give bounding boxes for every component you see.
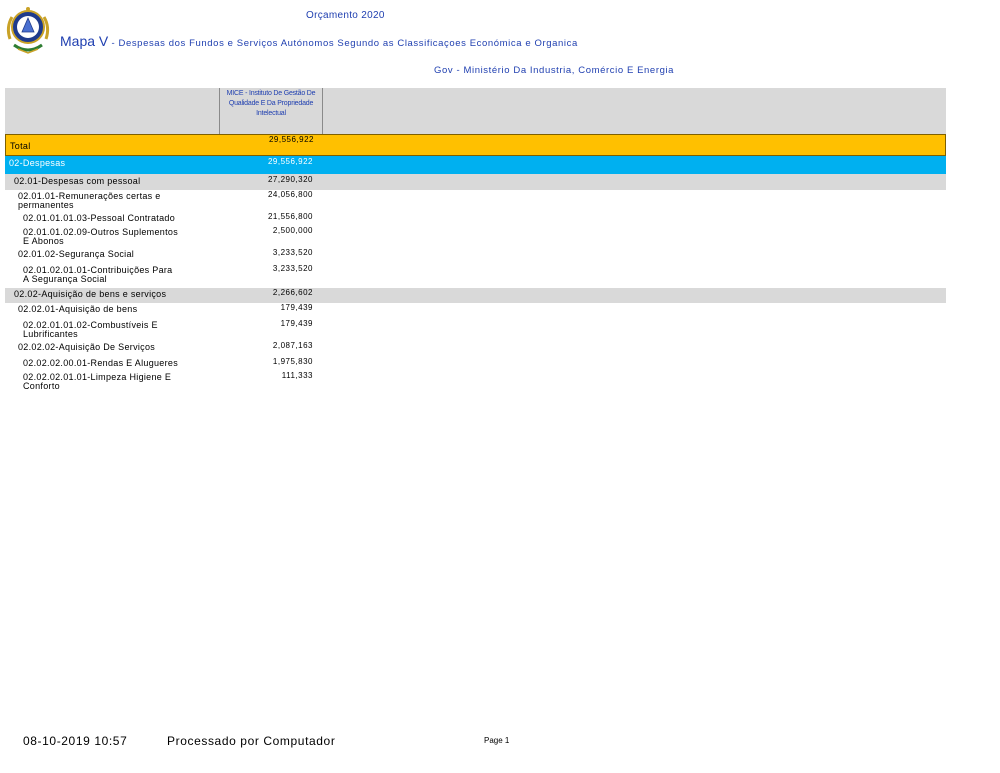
table-row xyxy=(5,357,946,371)
table-row xyxy=(5,174,946,190)
row-value: 24,056,800 xyxy=(267,190,313,199)
row-value: 21,556,800 xyxy=(267,212,313,221)
row-value: 29,556,922 xyxy=(267,157,313,166)
table-row xyxy=(5,156,946,174)
footer-processed-note: Processado por Computador xyxy=(167,734,336,748)
footer-timestamp: 08-10-2019 10:57 xyxy=(23,734,128,748)
row-label: 02.01-Despesas com pessoal xyxy=(14,176,141,186)
row-label: 02.01.02.01.01-Contribuições Para A Segurança Social xyxy=(23,265,173,284)
row-value: 3,233,520 xyxy=(272,248,313,257)
row-label: 02.01.01-Remunerações certas e permanentes xyxy=(18,191,161,210)
row-label: 02.01.01.02.09-Outros Suplementos E Abonos xyxy=(23,227,178,246)
table-row xyxy=(5,212,946,226)
row-label: Total xyxy=(10,141,31,151)
table-row xyxy=(5,226,946,248)
table-row xyxy=(5,248,946,264)
row-label: 02.01.02-Segurança Social xyxy=(18,249,135,259)
row-value: 27,290,320 xyxy=(267,175,313,184)
coat-of-arms-logo xyxy=(4,5,52,57)
row-label: 02.02.02.00.01-Rendas E Alugueres xyxy=(23,358,179,368)
page-number: Page 1 xyxy=(484,736,510,745)
column-header: MICE - Instituto De Gestão De Qualidade E Da Propriedade Intelectual xyxy=(219,88,323,134)
row-label: 02-Despesas xyxy=(9,158,66,168)
table-row xyxy=(5,264,946,288)
row-value: 179,439 xyxy=(280,303,313,312)
row-value: 29,556,922 xyxy=(268,135,314,144)
row-label: 02.02.01-Aquisição de bens xyxy=(18,304,138,314)
row-label: 02.02.02.01.01-Limpeza Higiene E Conforto xyxy=(23,372,172,391)
table-row xyxy=(5,288,946,303)
row-label: 02.02-Aquisição de bens e serviços xyxy=(14,289,167,299)
budget-title: Orçamento 2020 xyxy=(306,10,385,21)
row-label: 02.02.02-Aquisição De Serviços xyxy=(18,342,156,352)
table-row xyxy=(5,303,946,319)
table-row xyxy=(5,319,946,341)
map-title xyxy=(60,33,578,51)
table-row xyxy=(5,371,946,395)
map-title-description: - Despesas dos Fundos e Serviços Autónomos Segundo as Classificaçoes Económica e Organica xyxy=(108,38,578,49)
row-value: 1,975,830 xyxy=(272,357,313,366)
table-row xyxy=(5,190,946,212)
row-value: 2,266,602 xyxy=(272,288,313,297)
row-value: 2,087,163 xyxy=(272,341,313,350)
row-value: 3,233,520 xyxy=(272,264,313,273)
map-title-main: Mapa V xyxy=(60,33,109,49)
row-value: 179,439 xyxy=(280,319,313,328)
ministry-subtitle: Gov - Ministério Da Industria, Comércio E Energia xyxy=(434,65,675,76)
table-row xyxy=(5,341,946,357)
row-value: 2,500,000 xyxy=(272,226,313,235)
table-row-total xyxy=(5,134,946,156)
row-value: 111,333 xyxy=(281,371,313,380)
row-label: 02.02.01.01.02-Combustíveis E Lubrificantes xyxy=(23,320,158,339)
row-label: 02.01.01.01.03-Pessoal Contratado xyxy=(23,213,176,223)
table-header-band xyxy=(5,88,946,134)
